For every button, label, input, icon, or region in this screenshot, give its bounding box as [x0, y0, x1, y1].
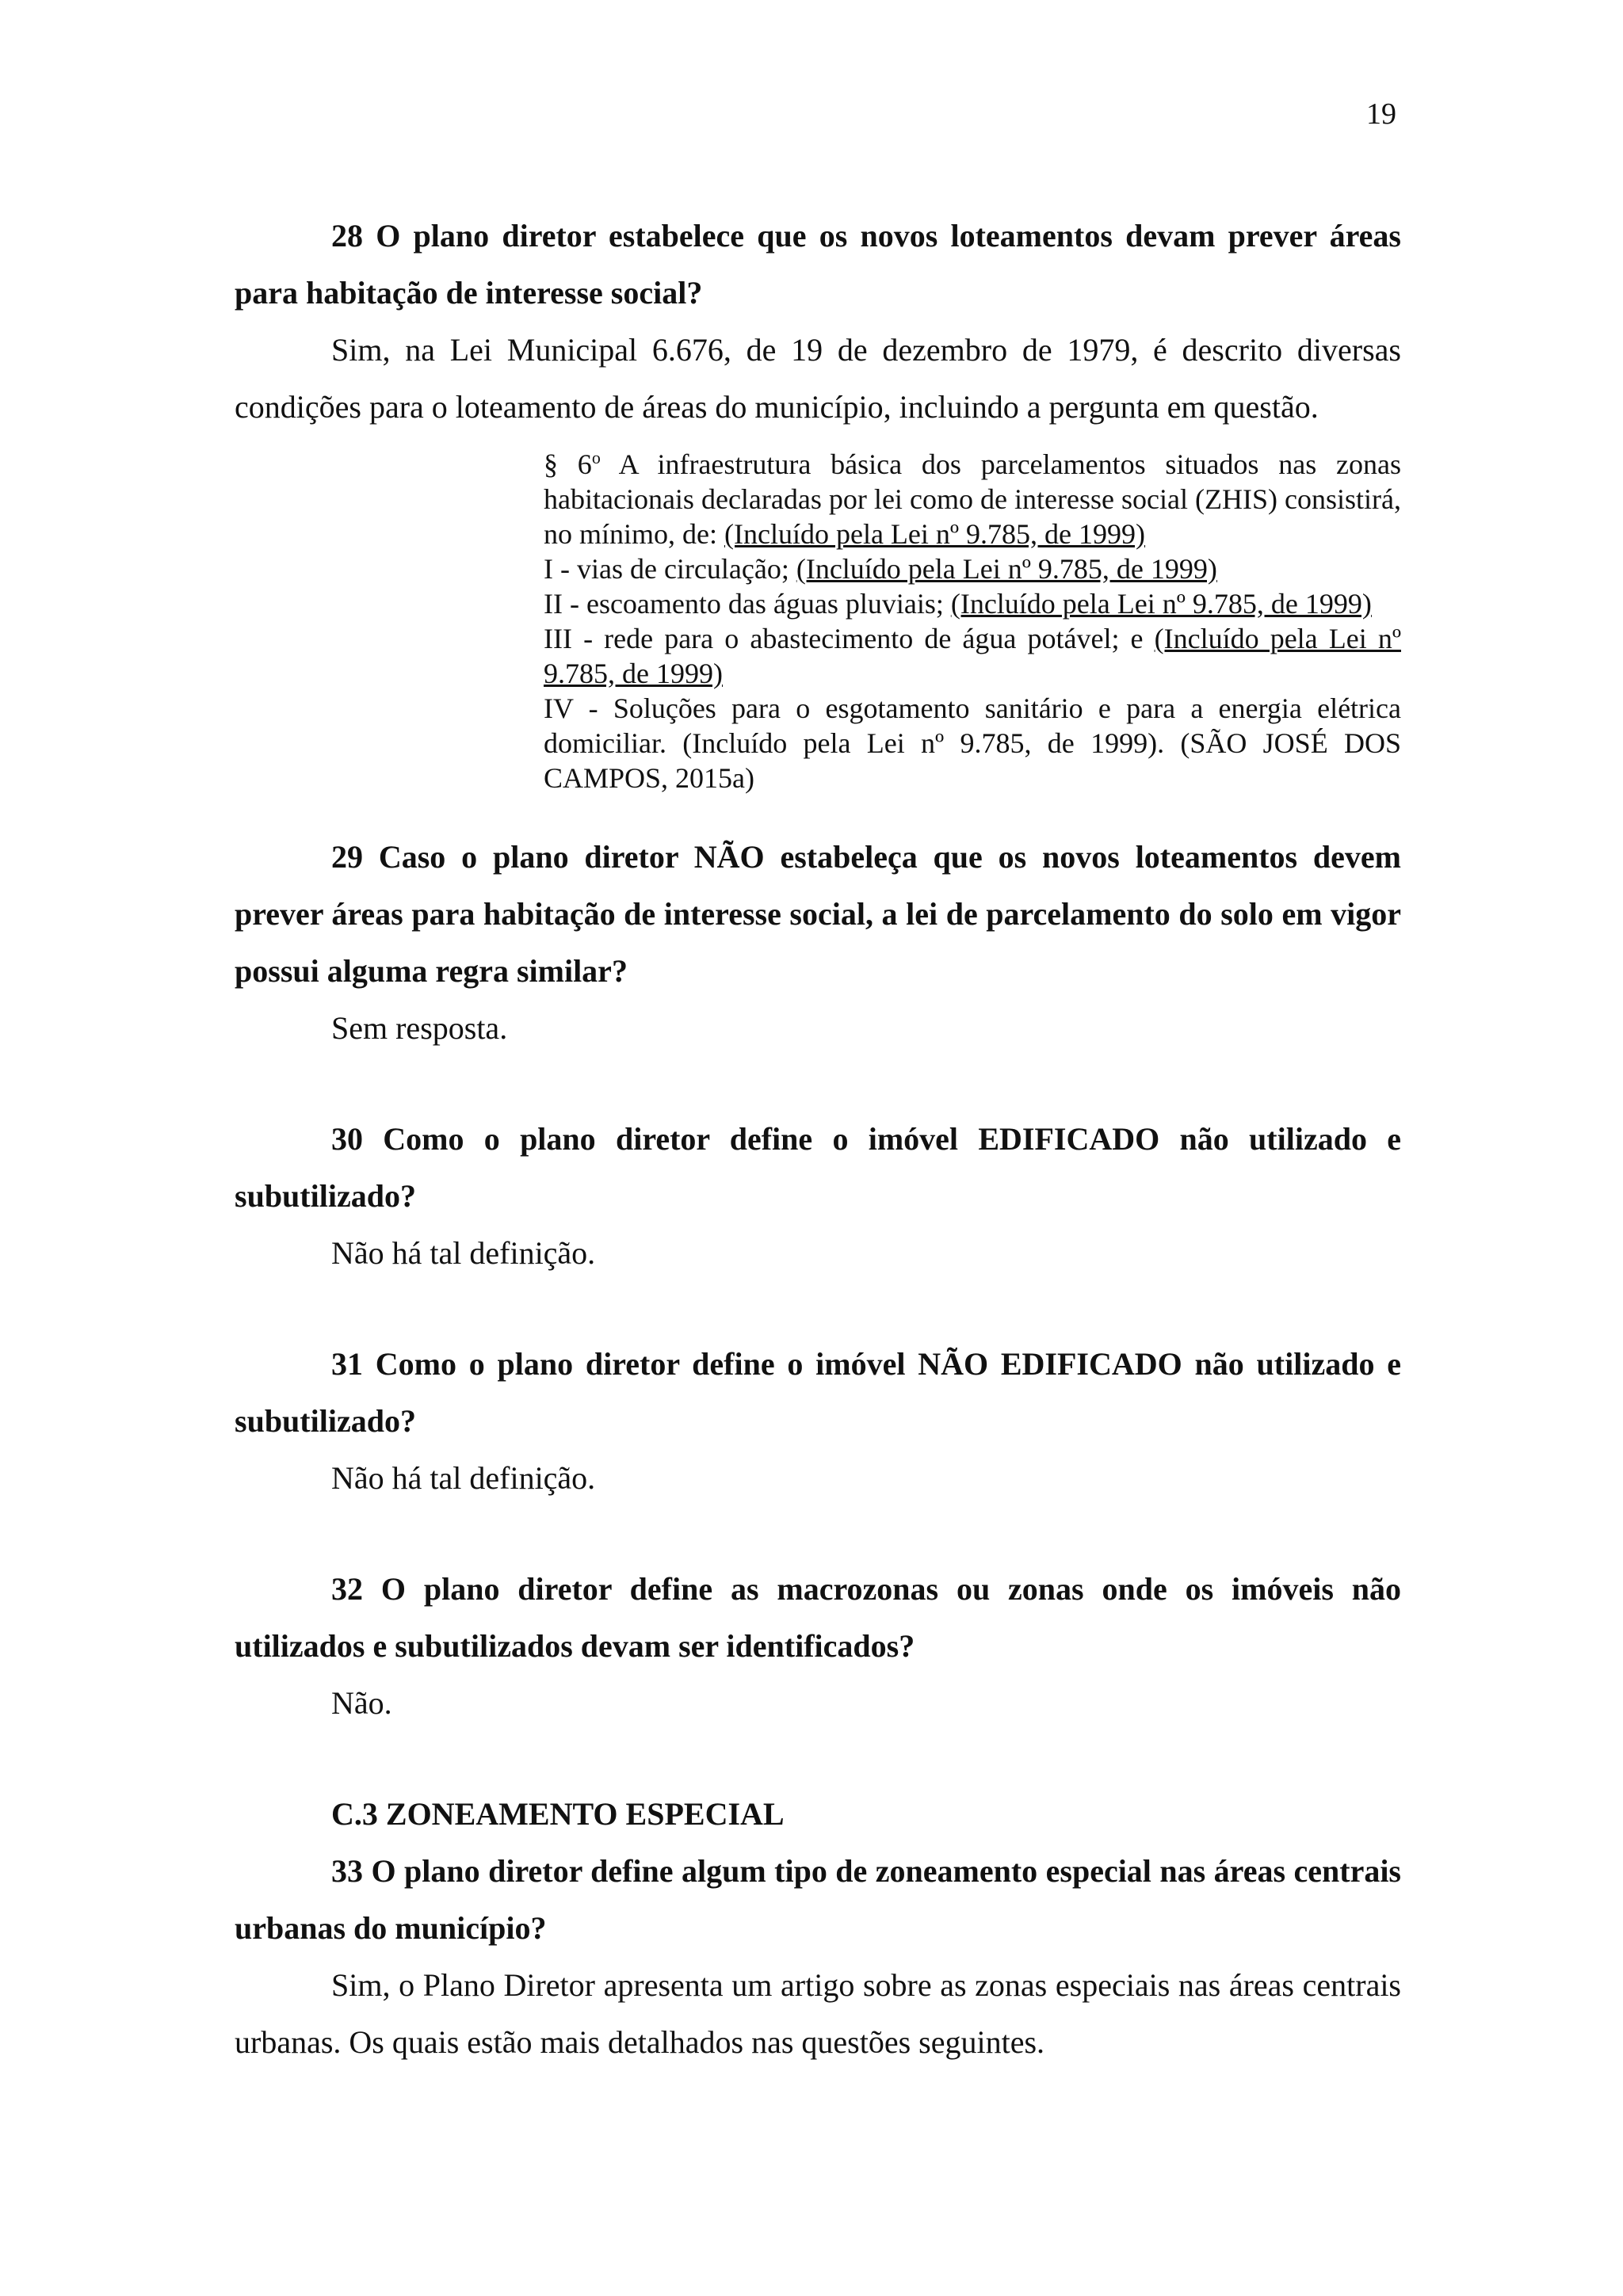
question-31: 31 Como o plano diretor define o imóvel NÃO EDIFICADO não utilizado e subutilizado? [235, 1346, 1401, 1439]
quote-item-3-ref: (Incluído pela Lei nº 9.785, de 1999) [544, 623, 1401, 689]
quote-item-4: IV - Soluções para o esgotamento sanitário e para a energia elétrica domiciliar. (Incluído pela Lei nº 9.785, de 1999). (SÃO JOSÉ DOS CAMPOS, 2015a) [544, 692, 1401, 794]
answer-29: Sem resposta. [331, 1010, 508, 1046]
spacer [235, 1732, 1401, 1786]
section-title: C.3 ZONEAMENTO ESPECIAL [331, 1796, 785, 1832]
quote-item-3 [544, 621, 1401, 691]
question-29: 29 Caso o plano diretor NÃO estabeleça que os novos loteamentos devem prever áreas para habitação de interesse social, a lei de parcelamento do solo em vigor possui alguma regra similar? [235, 839, 1401, 989]
question-32: 32 O plano diretor define as macrozonas ou zonas onde os imóveis não utilizados e subutilizados devam ser identificados? [235, 1571, 1401, 1664]
paragraph-sign: § 6 [544, 448, 592, 480]
quote-item-1 [544, 551, 1401, 586]
answer-30: Não há tal definição. [331, 1235, 596, 1271]
spacer [235, 1507, 1401, 1561]
answer-32: Não. [331, 1685, 392, 1721]
quote-item-2 [544, 586, 1401, 621]
answer-28: Sim, na Lei Municipal 6.676, de 19 de dezembro de 1979, é descrito diversas condições para o loteamento de áreas do município, incluindo a pergunta em questão. [235, 332, 1401, 425]
page-number: 19 [1366, 97, 1396, 131]
quote-intro-text: A infraestrutura básica dos parcelamentos situados nas zonas habitacionais declaradas por lei como de interesse social (ZHIS) consistirá, no mínimo, de: [544, 448, 1401, 550]
quote-intro-ref: (Incluído pela Lei nº 9.785, de 1999) [724, 518, 1146, 550]
question-28: 28 O plano diretor estabelece que os novos loteamentos devam prever áreas para habitação de interesse social? [235, 218, 1401, 311]
quote-item-2-text: II - escoamento das águas pluviais; [544, 588, 951, 620]
quote-item-1-ref: (Incluído pela Lei nº 9.785, de 1999) [796, 553, 1217, 585]
document-body [235, 208, 1401, 2071]
quote-item-2-ref: (Incluído pela Lei nº 9.785, de 1999) [950, 588, 1372, 620]
quote-item-1-text: I - vias de circulação; [544, 553, 796, 585]
spacer [235, 1282, 1401, 1336]
question-33: 33 O plano diretor define algum tipo de zoneamento especial nas áreas centrais urbanas do município? [235, 1853, 1401, 1946]
question-30: 30 Como o plano diretor define o imóvel EDIFICADO não utilizado e subutilizado? [235, 1121, 1401, 1214]
ordinal-sup: o [591, 448, 601, 467]
quote-item-3-text: III - rede para o abastecimento de água potável; e [544, 623, 1155, 654]
quote-intro [544, 447, 1401, 551]
answer-33: Sim, o Plano Diretor apresenta um artigo sobre as zonas especiais nas áreas centrais urbanas. Os quais estão mais detalhados nas questões seguintes. [235, 1967, 1401, 2060]
legal-quote [544, 447, 1401, 795]
spacer [235, 1057, 1401, 1111]
answer-31: Não há tal definição. [331, 1460, 596, 1496]
